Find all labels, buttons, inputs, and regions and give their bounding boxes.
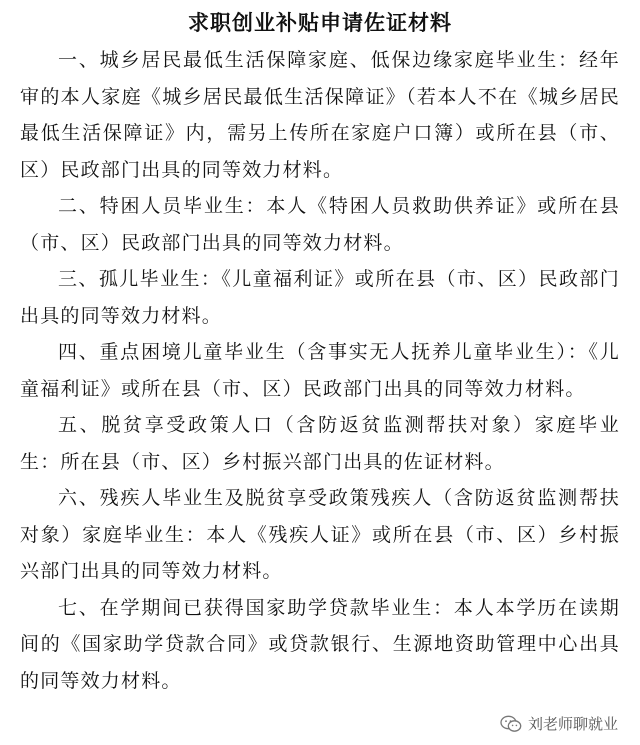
watermark-text: 刘老师聊就业 (527, 715, 618, 733)
wechat-icon (500, 715, 522, 733)
document-body (20, 42, 620, 699)
paragraph-1: 一、城乡居民最低生活保障家庭、低保边缘家庭毕业生：经年审的本人家庭《城乡居民最低生活保障证》（若本人不在《城乡居民最低生活保障证》内，需另上传所在家庭户口簿）或所在县（市、区）民政部门出具的同等效力材料。 (20, 49, 620, 181)
paragraph-2: 二、特困人员毕业生：本人《特困人员救助供养证》或所在县（市、区）民政部门出具的同等效力材料。 (20, 195, 620, 254)
paragraph-6: 六、残疾人毕业生及脱贫享受政策残疾人（含防返贫监测帮扶对象）家庭毕业生：本人《残疾人证》或所在县（市、区）乡村振兴部门出具的同等效力材料。 (20, 487, 620, 582)
watermark (496, 712, 622, 735)
document-title: 求职创业补贴申请佐证材料 (188, 11, 452, 35)
paragraph-3: 三、孤儿毕业生：《儿童福利证》或所在县（市、区）民政部门出具的同等效力材料。 (20, 268, 620, 327)
paragraph-7: 七、在学期间已获得国家助学贷款毕业生：本人本学历在读期间的《国家助学贷款合同》或贷款银行、生源地资助管理中心出具的同等效力材料。 (20, 596, 620, 692)
paragraph-4: 四、重点困境儿童毕业生（含事实无人抚养儿童毕业生）：《儿童福利证》或所在县（市、区）民政部门出具的同等效力材料。 (20, 341, 620, 400)
paragraph-5: 五、脱贫享受政策人口（含防返贫监测帮扶对象）家庭毕业生：所在县（市、区）乡村振兴部门出具的佐证材料。 (20, 414, 620, 473)
